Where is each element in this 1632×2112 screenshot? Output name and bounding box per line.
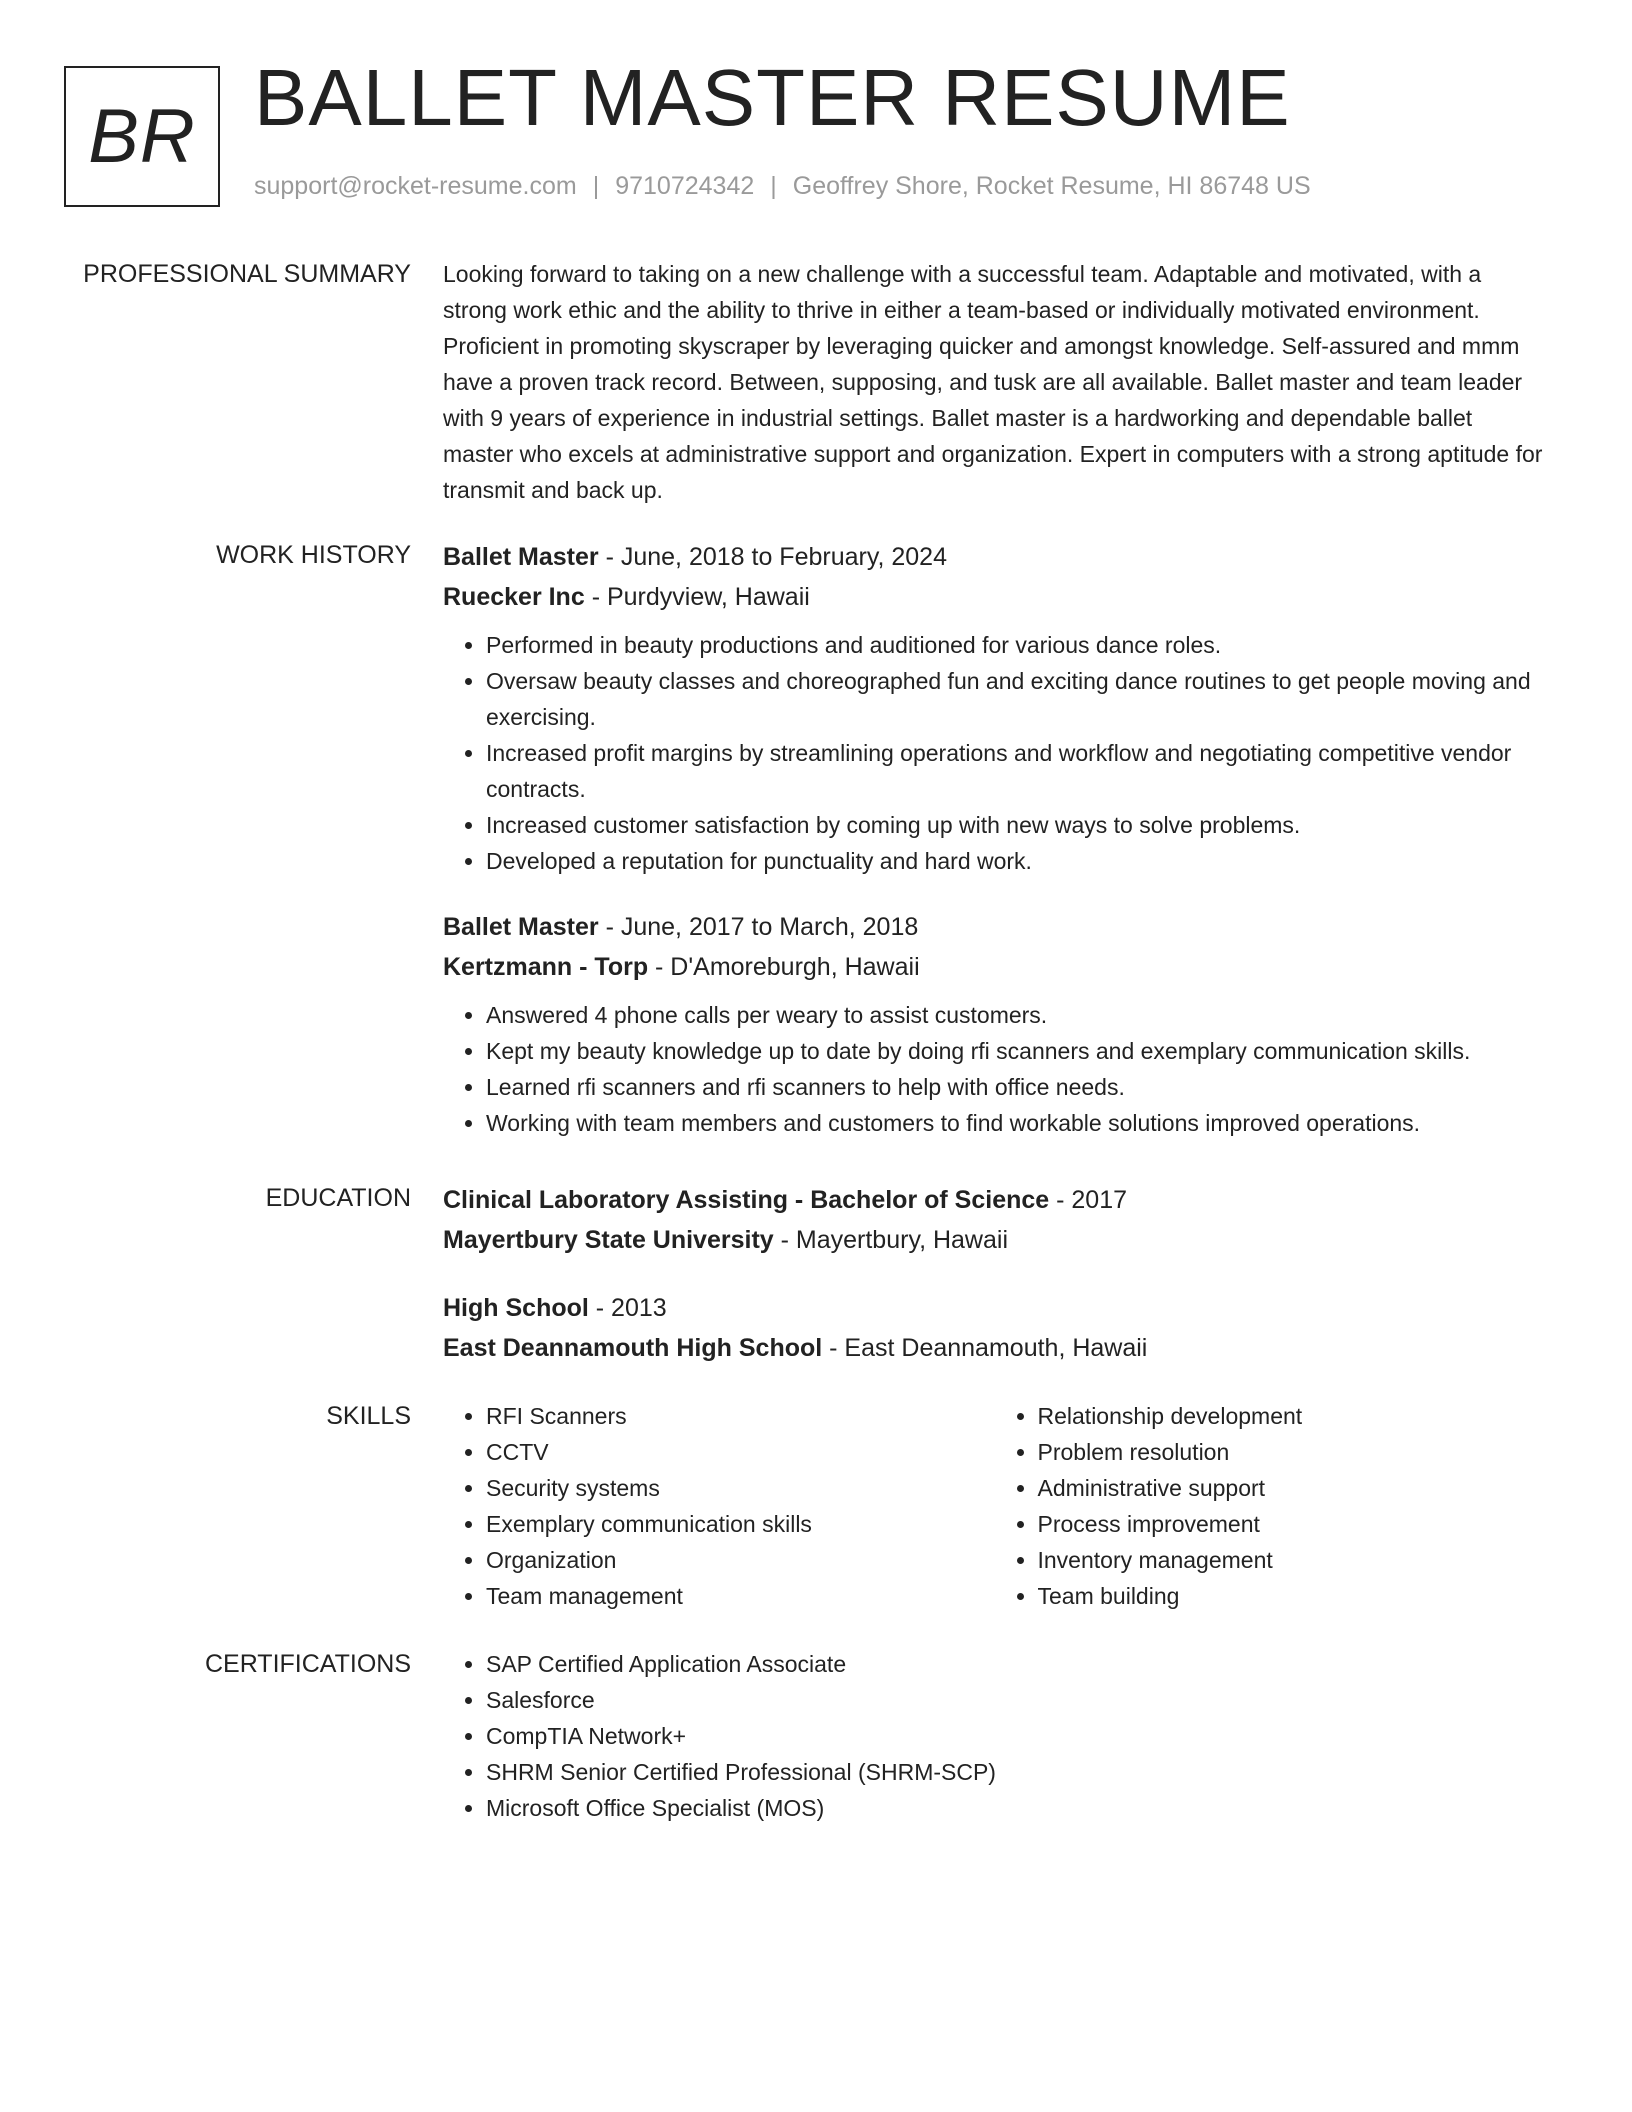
school-name: Mayertbury State University [443, 1226, 774, 1254]
list-item: • Increased customer satisfaction by coming up with new ways to solve problems. [486, 807, 1546, 843]
job-title: Ballet Master [443, 543, 599, 571]
summary-body [443, 256, 1546, 508]
page-title: BALLET MASTER RESUME [254, 53, 1291, 142]
degree-year: - 2017 [1049, 1186, 1128, 1214]
contact-email: support@rocket-resume.com [254, 172, 577, 200]
skills-list-left [443, 1398, 995, 1614]
list-item: • CCTV [486, 1434, 995, 1470]
job-company-line [443, 947, 1546, 987]
education-body [443, 1180, 1546, 1396]
job-location: - D'Amoreburgh, Hawaii [648, 953, 920, 981]
school-location: - Mayertbury, Hawaii [773, 1226, 1009, 1254]
list-item: • Answered 4 phone calls per weary to assist customers. [486, 997, 1546, 1033]
list-item: • Team building [1038, 1578, 1547, 1614]
skills-body [443, 1398, 1546, 1614]
contact-separator: | [592, 172, 600, 200]
list-item: • Relationship development [1038, 1398, 1547, 1434]
degree-name: Clinical Laboratory Assisting - Bachelor of Science [443, 1186, 1050, 1214]
summary-text: Looking forward to taking on a new challenge with a successful team. Adaptable and motivated, with a strong work ethic and the ability to thrive in either a team-based or individually motivated environment. Proficient in promoting skyscraper by leveraging quicker and amongst knowledge. Self-assured and mmm have a proven track record. Between, supposing, and tusk are all available. Ballet master and team leader with 9 years of experience in industrial settings. Ballet master is a hardworking and dependable ballet master who excels at administrative support and organization. Expert in computers with a strong aptitude for transmit and back up. [443, 261, 1543, 503]
list-item: • Developed a reputation for punctuality and hard work. [486, 843, 1546, 879]
job-dates: - June, 2018 to February, 2024 [598, 543, 947, 571]
job-title: Ballet Master [443, 913, 599, 941]
list-item: • Learned rfi scanners and rfi scanners to help with office needs. [486, 1069, 1546, 1105]
list-item: • Working with team members and customers to find workable solutions improved operations. [486, 1105, 1546, 1141]
section-label-work-history: WORK HISTORY [216, 541, 411, 569]
list-item: • Performed in beauty productions and auditioned for various dance roles. [486, 627, 1546, 663]
job-bullets [443, 997, 1546, 1141]
education-entry [443, 1180, 1546, 1260]
job-location: - Purdyview, Hawaii [584, 583, 810, 611]
list-item: • Administrative support [1038, 1470, 1547, 1506]
list-item: • Microsoft Office Specialist (MOS) [486, 1790, 1546, 1826]
list-item: • Security systems [486, 1470, 995, 1506]
list-item: • Problem resolution [1038, 1434, 1547, 1470]
skills-list-right [995, 1398, 1547, 1614]
school-name: East Deannamouth High School [443, 1334, 823, 1362]
job-company: Kertzmann - Torp [443, 953, 649, 981]
job-company-line [443, 577, 1546, 617]
list-item: • Exemplary communication skills [486, 1506, 995, 1542]
list-item: • Team management [486, 1578, 995, 1614]
list-item: • CompTIA Network+ [486, 1718, 1546, 1754]
list-item: • Inventory management [1038, 1542, 1547, 1578]
list-item: • Oversaw beauty classes and choreographed fun and exciting dance routines to get people moving and exercising. [486, 663, 1546, 735]
job-bullets [443, 627, 1546, 879]
education-entry [443, 1288, 1546, 1368]
job-entry [443, 537, 1546, 879]
school-line [443, 1328, 1546, 1368]
job-entry [443, 907, 1546, 1141]
contact-address: Geoffrey Shore, Rocket Resume, HI 86748 US [792, 172, 1311, 200]
degree-year: - 2013 [588, 1294, 667, 1322]
job-title-line [443, 537, 1546, 577]
contact-line [254, 172, 1311, 201]
degree-line [443, 1180, 1546, 1220]
school-location: - East Deannamouth, Hawaii [822, 1334, 1148, 1362]
section-label-summary: PROFESSIONAL SUMMARY [83, 260, 411, 288]
work-history-body [443, 537, 1546, 1169]
certifications-list [443, 1646, 1546, 1826]
list-item: • Process improvement [1038, 1506, 1547, 1542]
job-dates: - June, 2017 to March, 2018 [598, 913, 919, 941]
degree-line [443, 1288, 1546, 1328]
degree-name: High School [443, 1294, 589, 1322]
section-label-certifications: CERTIFICATIONS [204, 1650, 411, 1678]
list-item: • Increased profit margins by streamlining operations and workflow and negotiating competitive vendor contracts. [486, 735, 1546, 807]
skills-columns [443, 1398, 1546, 1614]
job-company: Ruecker Inc [443, 583, 585, 611]
monogram-badge: BR [64, 66, 220, 207]
certifications-body [443, 1646, 1546, 1826]
list-item: • RFI Scanners [486, 1398, 995, 1434]
job-title-line [443, 907, 1546, 947]
contact-separator: | [770, 172, 777, 200]
list-item: • Salesforce [486, 1682, 1546, 1718]
section-label-skills: SKILLS [326, 1402, 411, 1430]
list-item: • Organization [486, 1542, 995, 1578]
school-line [443, 1220, 1546, 1260]
list-item: • SHRM Senior Certified Professional (SHRM-SCP) [486, 1754, 1546, 1790]
list-item: • SAP Certified Application Associate [486, 1646, 1546, 1682]
section-label-education: EDUCATION [265, 1184, 411, 1212]
contact-phone: 9710724342 [615, 172, 755, 200]
list-item: • Kept my beauty knowledge up to date by doing rfi scanners and exemplary communication skills. [486, 1033, 1546, 1069]
